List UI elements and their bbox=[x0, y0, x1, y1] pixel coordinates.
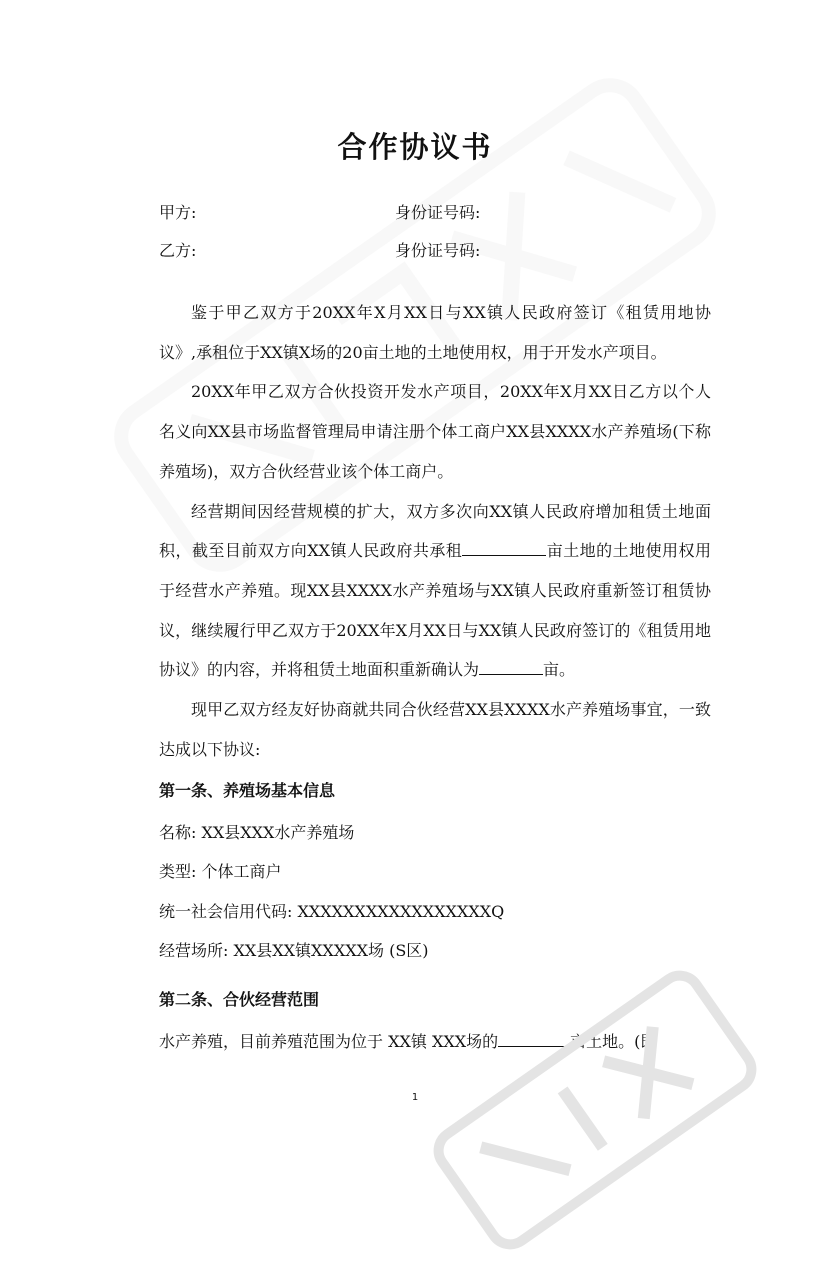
page-number: 1 bbox=[411, 1092, 419, 1103]
watermark-corner bbox=[417, 954, 773, 1266]
article-2-text-part2: 亩土地。(即 bbox=[570, 1032, 657, 1051]
paragraph-land-area bbox=[159, 492, 711, 691]
field-type: 类型: 个体工商户 bbox=[159, 862, 282, 881]
field-name: 名称: XX县XXX水产养殖场 bbox=[159, 823, 355, 842]
paragraph-lease: 鉴于甲乙双方于20XX年X月XX日与XX镇人民政府签订《租赁用地协议》,承租位于XX镇X场的20亩土地的土地使用权，用于开发水产项目。 bbox=[159, 303, 711, 362]
article-2-heading: 第二条、合伙经营范围 bbox=[159, 990, 320, 1009]
paragraph-registration: 20XX年甲乙双方合伙投资开发水产项目，20XX年X月XX日乙方以个人名义向XX县市场监督管理局申请注册个体工商户XX县XXXX水产养殖场(下称养殖场)，双方合伙经营业该个体工商户。 bbox=[159, 382, 711, 481]
party-a-id-label: 身份证号码: bbox=[395, 203, 481, 222]
party-b-label: 乙方: bbox=[159, 241, 197, 260]
field-location: 经营场所: XX县XX镇XXXXX场 (S区) bbox=[159, 941, 429, 960]
paragraph-land-area-part2: 亩土地的土地使用权用于经营水产养殖。现XX县XXXX水产养殖场与XX镇人民政府重新签订租赁协议，继续履行甲乙双方于20XX年X月XX日与XX镇人民政府签订的《租赁用地协议》的内容，并将租赁土地面积重新确认为 bbox=[159, 541, 711, 680]
article-1-heading: 第一条、养殖场基本信息 bbox=[159, 781, 336, 800]
party-a-label: 甲方: bbox=[159, 203, 197, 222]
land-area-blank bbox=[462, 537, 546, 556]
page-title: 合作协议书 bbox=[337, 130, 493, 164]
party-b-id-label: 身份证号码: bbox=[395, 241, 481, 260]
confirmed-area-blank bbox=[479, 656, 543, 675]
agreement-body bbox=[159, 293, 711, 769]
article-2-text-part1: 水产养殖，目前养殖范围为位于 XX镇 XXX场的 bbox=[159, 1032, 499, 1051]
paragraph-land-area-part3: 亩。 bbox=[543, 660, 576, 680]
farm-area-blank bbox=[498, 1028, 570, 1047]
article-2-text bbox=[159, 1028, 719, 1052]
field-credit-code: 统一社会信用代码: XXXXXXXXXXXXXXXXXQ bbox=[159, 902, 505, 921]
paragraph-consensus: 现甲乙双方经友好协商就共同合伙经营XX县XXXX水产养殖场事宜，一致达成以下协议: bbox=[159, 700, 711, 759]
paragraph-land-area-part1: 经营期间因经营规模的扩大，双方多次向XX镇人民政府增加租赁土地面积，截至目前双方向XX镇人民政府共承租 bbox=[159, 501, 711, 561]
